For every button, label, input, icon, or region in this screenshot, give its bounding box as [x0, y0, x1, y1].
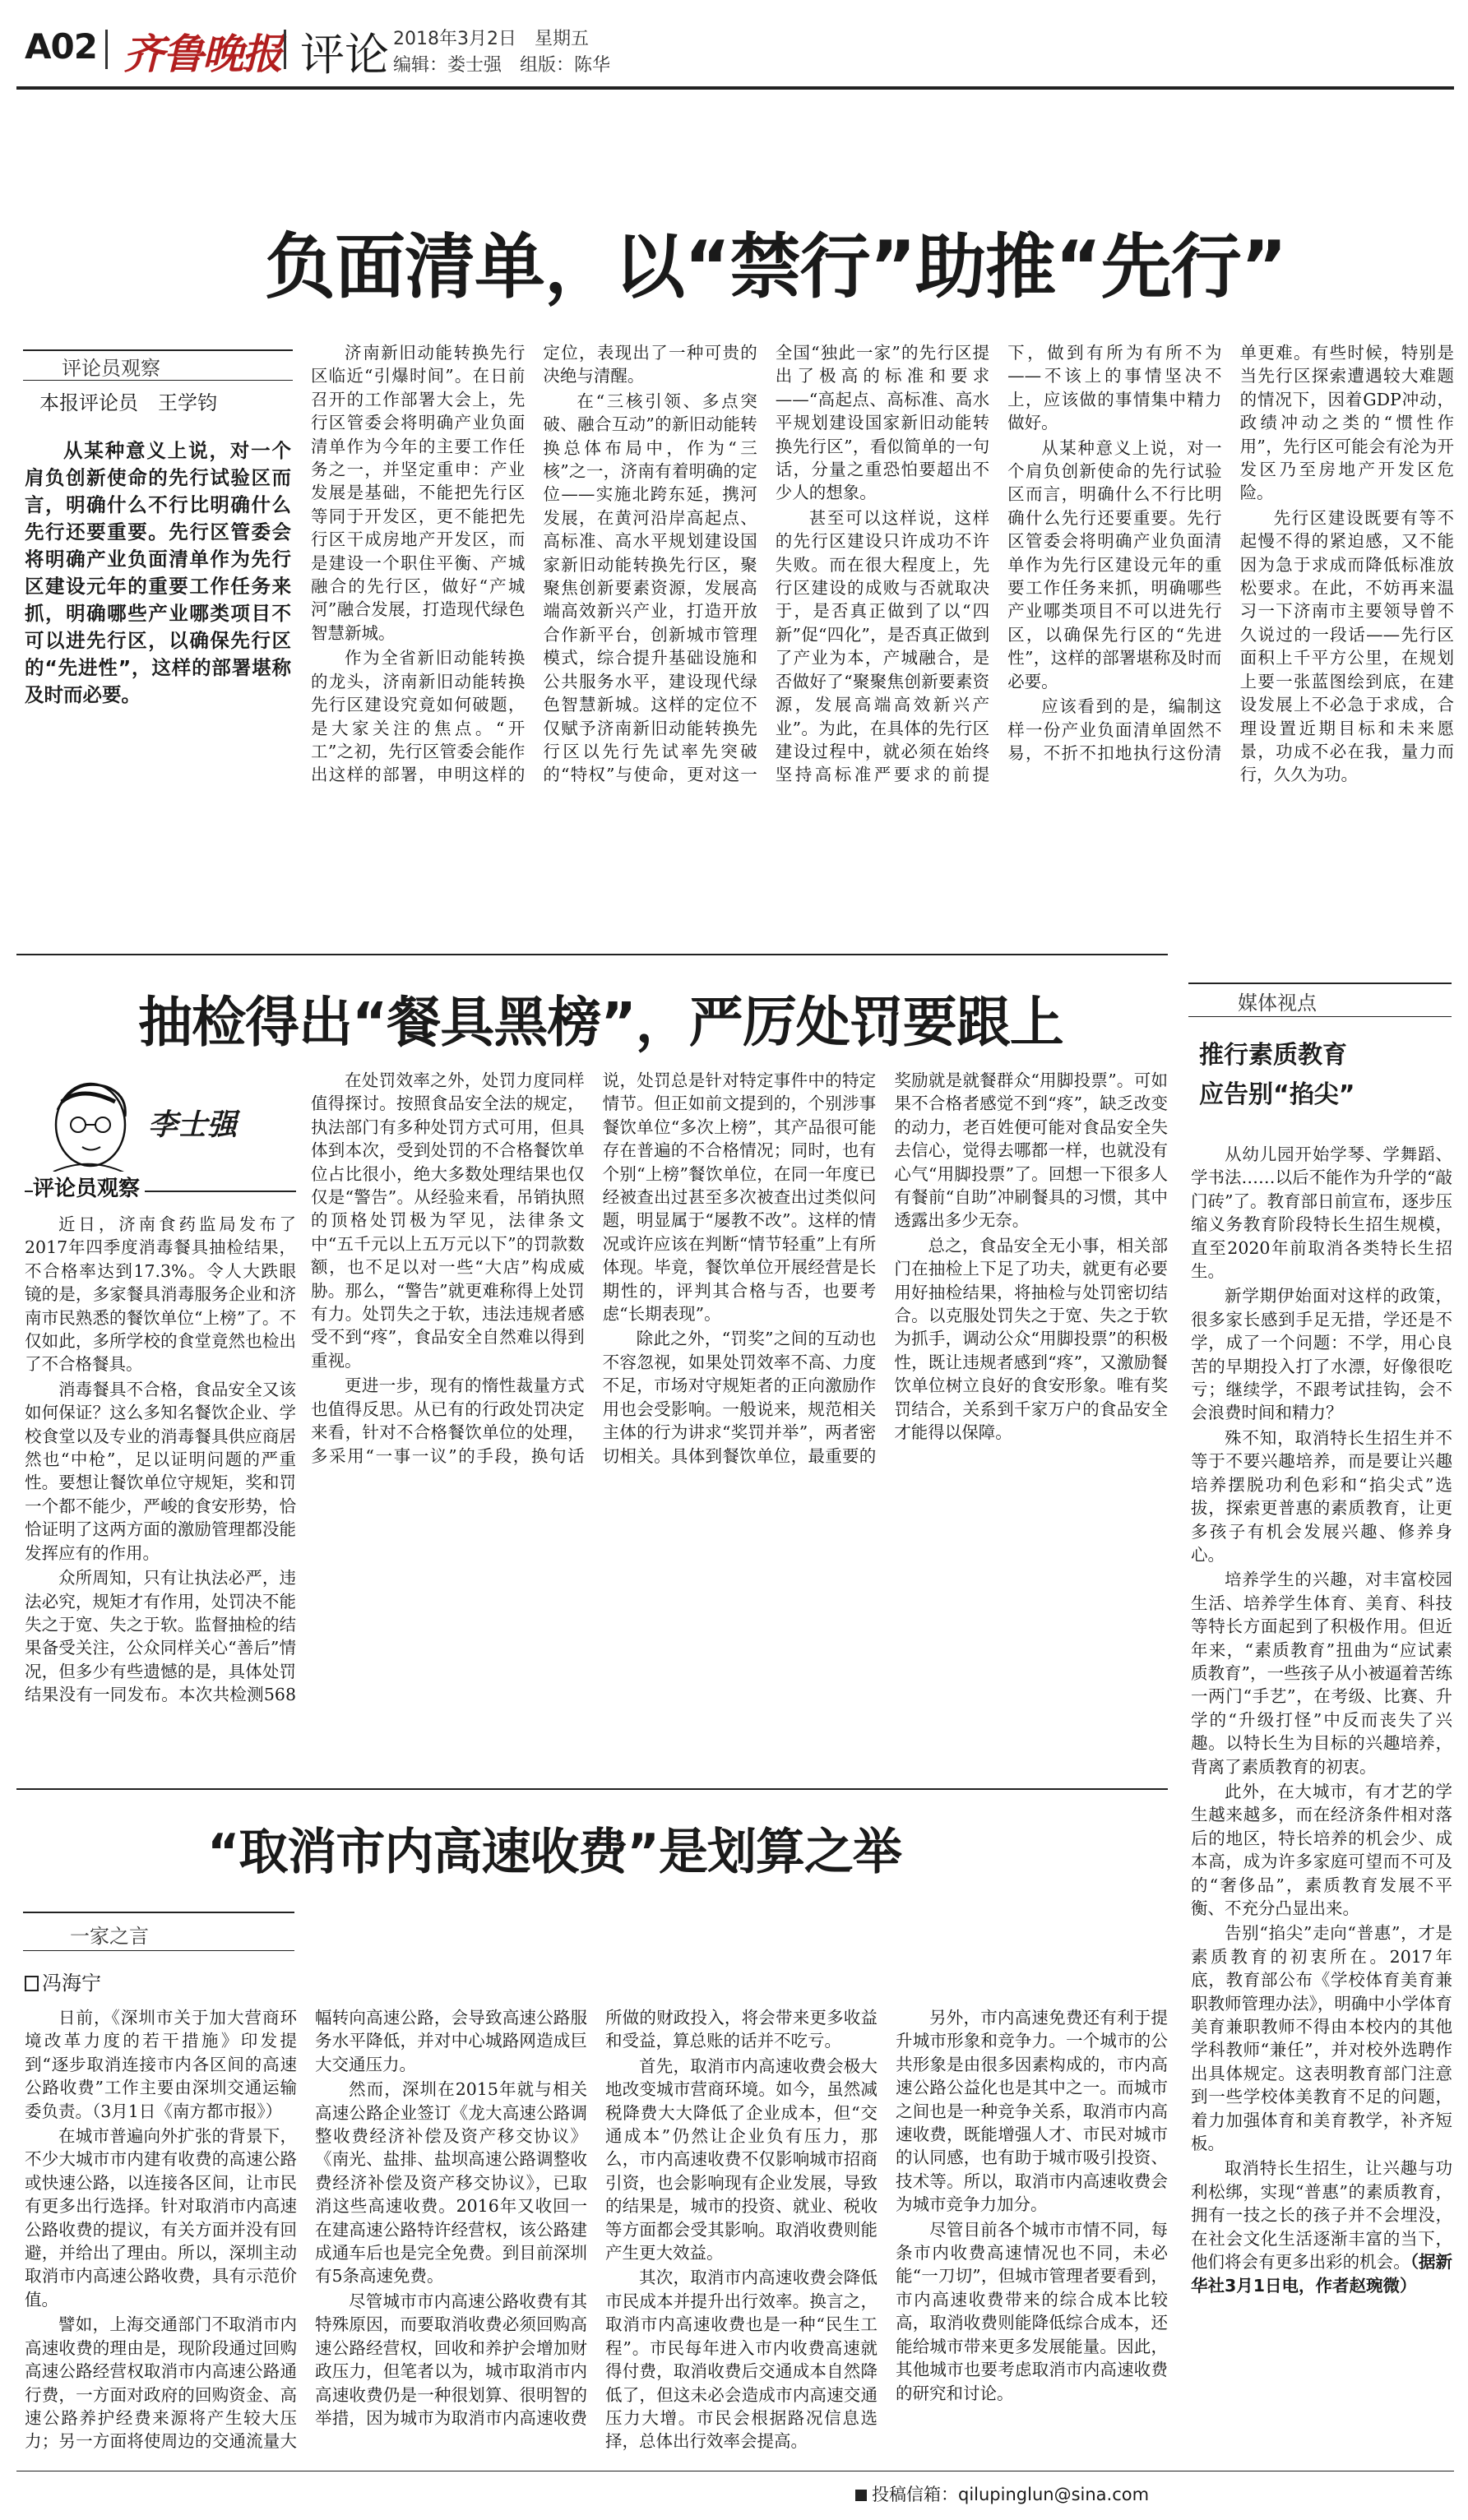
column-tag-rule [23, 1912, 294, 1913]
bullet-square-icon [855, 2490, 867, 2501]
sidebar-tag-rule [1188, 983, 1452, 984]
sidebar-paragraph: 培养学生的兴趣，对丰富校园生活、培养学生体育、美育、科技等特长方面起到了积极作用。但近年来，“素质教育”扭曲为“应试素质教育”，一些孩子从小被逼着苦练一两门“手艺”，在考级、比赛、升学的“升级打怪”中反而丧失了兴趣。以特长生为目标的兴趣培养，背离了素质教育的初衷。 [1191, 1570, 1452, 1777]
article2-body [311, 1069, 1168, 1710]
article2-paragraph: 众所周知，只有让执法必严，违法必究，规矩才有作用，处罚决不能失之于宽、失之于软。监督抽检的结果备受关注，公众同样关心“善后”情况，但多少有些遗憾的是，具体处罚结果没有一同发布。本次共检测568 [25, 1568, 296, 1705]
article3-paragraph: 尽管城市市内高速公路收费有其特殊原因，而要取消收费必须回购高速公路经营权，回收和养护会增加财政压力，但笔者以为，城市取消市内高速收费仍是一种很划算、很明智的举措，因为城市为取消市内高速收费所做的财政投入，将会带来更多收益和受益，算总账的话并不吃亏。 [315, 2008, 878, 2428]
sidebar-source: （据新华社3月1日电，作者赵琬微） [1191, 2252, 1452, 2296]
article2-paragraph: 消毒餐具不合格，食品安全又该如何保证？这么多知名餐饮企业、学校食堂以及专业的消毒餐具供应商居然也“中枪”，足以证明问题的严重性。要想让餐饮单位守规矩，奖和罚一个都不能少，严峻的食安形势，恰恰证明了这两方面的激励管理都没能发挥应有的作用。 [25, 1379, 296, 1563]
article1-paragraph: 甚至可以这样说，这样的先行区建设只许成功不许失败。而在很大程度上，先行区建设的成败与否就取决于，是否真正做到了以“四新”促“四化”，是否真正做到了产业为本，产城融合，是否做好了“聚聚焦创新要素资源，发展高端高效新兴产业”。为此，在具体的先行区建设过程中，就必须在始终坚持高标准严要求的前提下，做到有所为有所不为——不该上的事情坚决不上，应该做的事情集中精力做好。 [775, 343, 1222, 785]
column-tag-rule [23, 349, 293, 351]
article2-paragraph: 除此之外，“罚奖”之间的互动也不容忽视，如果处罚效率不高、力度不足，市场对守规矩者的正向激励作用也会受影响。一般说来，规范相关主体的行为讲求“奖罚并举”，两者密切相关。具体到餐饮单位，最重要的奖励就是就餐群众“用脚投票”。可如果不合格者感觉不到“疼”，缺乏改变的动力，老百姓便可能对食品安全失去信心，觉得去哪都一样，也就没有心气“用脚投票”了。回想一下很多人有餐前“自助”冲刷餐具的习惯，其中透露出多少无奈。 [602, 1070, 1168, 1466]
article3-paragraph: 日前，《深圳市关于加大营商环境改革力度的若干措施》印发提到“逐步取消连接市内各区间的高速公路收费”工作主要由深圳交通运输委负责。（3月1日《南方都市报》） [25, 2008, 297, 2121]
article3-paragraph: 在城市普遍向外扩张的背景下，不少大城市市内建有收费的高速公路或快速公路，以连接各区间，让市民有更多出行选择。针对取消市内高速公路收费的提议，有关方面并没有回避，并给出了理由。所以，深圳主动取消市内高速公路收费，具有示范价值。 [25, 2126, 297, 2310]
newspaper-masthead: 齐鲁晚报 [123, 30, 281, 78]
columnist-signature: 李士强 [148, 1107, 238, 1142]
article3-paragraph: 然而，深圳在2015年就与相关高速公路企业签订《龙大高速公路调整收费经济补偿及资产移交协议》《南光、盐排、盐坝高速公路调整收费经济补偿及资产移交协议》，已取消这些高速收费。2016年又收回一在建高速公路特许经营权，该公路建成通车后也是完全免费。到目前深圳有5条高速免费。 [315, 2079, 587, 2286]
article2-headline: 抽检得出“餐具黑榜”，严厉处罚要跟上 [138, 991, 1063, 1054]
sidebar-column-tag: 媒体视点 [1238, 992, 1317, 1015]
issue-date: 2018年3月2日 星期五 [393, 29, 589, 49]
article1-body [311, 341, 1454, 946]
article2-paragraph: 近日，济南食药监局发布了2017年四季度消毒餐具抽检结果，不合格率达到17.3%。令人大跌眼镜的是，多家餐具消毒服务企业和济南市民熟悉的餐饮单位“上榜”了。不仅如此，多所学校的食堂竟然也检出了不合格餐具。 [25, 1214, 296, 1375]
article3-headline: “取消市内高速收费”是划算之举 [207, 1824, 901, 1881]
article1-paragraph: 应该看到的是，编制这样一份产业负面清单固然不易，不折不扣地执行这份清单更难。有些时候，特别是当先行区探索遭遇较大难题的情况下，因着GDP冲动，政绩冲动之类的“惯性作用”，先行区可能会有沦为开发区乃至房地产开发区危险。 [1007, 343, 1454, 763]
sidebar-headline-line2: 应告别“掐尖” [1199, 1080, 1355, 1109]
article3-body [25, 2006, 1168, 2479]
header-rule [16, 86, 1454, 90]
article1-paragraph: 先行区建设既要有等不起慢不得的紧迫感，又不能因为急于求成而降低标准放松要求。在此，不妨再来温习一下济南市主要领导曾不久说过的一段话——先行区面积上千平方公里，在规划上要一张蓝图绘到底，在建设发展上不必急于求成，合理设置近期目标和未来愿景，功成不必在我，量力而行，久久为功。 [1239, 507, 1454, 785]
article1-column-tag: 评论员观察 [62, 357, 160, 380]
header-divider [284, 30, 286, 69]
article1-lead [25, 437, 291, 709]
article3-paragraph: 首先，取消市内高速收费会极大地改变城市营商环境。如今，虽然减税降费大大降低了企业成本，但“交通成本”仍然让企业负有压力，那么，市内高速收费不仅影响城市招商引资，也会影响现有企业发展，导致的结果是，城市的投资、就业、税收等方面都会受其影响。取消收费则能产生更大效益。 [605, 2055, 878, 2263]
article3-author: 冯海宁 [42, 1972, 101, 1995]
article3-byline [25, 1967, 101, 1995]
section-title: 评论 [300, 29, 389, 81]
article2-paragraph: 更进一步，现有的惰性裁量方式也值得反思。从已有的行政处罚决定来看，针对不合格餐饮单位的处理，多采用“一事一议”的手段，换句话说，处罚总是针对特定事件中的特定情节。但正如前文提到的，个别涉事餐饮单位“多次上榜”，其产品很可能存在普遍的不合格情况；同时，也有个别“上榜”餐饮单位，在同一年度已经被查出过甚至多次被查出过类似问题，明显属于“屡教不改”。这样的情况或许应该在判断“情节轻重”上有所体现。毕竟，餐饮单位开展经营是长期性的，评判其合格与否，也要考虑“长期表现”。 [311, 1070, 877, 1466]
sidebar-paragraph [1191, 2157, 1452, 2296]
submission-email-text: 投稿信箱：qilupinglun@sina.com [872, 2485, 1150, 2504]
header-divider [105, 30, 108, 69]
article2-paragraph: 在处罚效率之外，处罚力度同样值得探讨。按照食品安全法的规定，执法部门有多种处罚方式可用，但具体到本次，受到处罚的不合格餐饮单位占比很小，绝大多数处理结果也仅仅是“警告”。从经验来看，吊销执照的顶格处罚极为罕见，法律条文中“五千元以上五万元以下”的罚款数额，也不足以对一些“大店”构成威胁。那么，“警告”就更难称得上处罚有力。处罚失之于软，违法违规者感受不到“疼”，食品安全自然难以得到重视。 [311, 1070, 585, 1371]
article2-column-tag: 评论员观察 [33, 1172, 145, 1202]
sidebar-paragraph: 新学期伊始面对这样的政策，很多家长感到手足无措，学还是不学，成了一个问题：不学，用心良苦的早期投入打了水漂，好像很吃亏；继续学，不跟考试挂钩，会不会浪费时间和精力？ [1191, 1286, 1452, 1423]
article3-paragraph: 其次，取消市内高速收费会降低市民成本并提升出行效率。换言之，取消市内高速收费也是一种“民生工程”。市民每年进入市内收费高速就得付费，取消收费后交通成本自然降低了，但这未必会造成市内高速交通压力大增。市民会根据路况信息选择，总体出行效率会提高。 [605, 2268, 878, 2452]
article3-paragraph: 另外，市内高速免费还有利于提升城市形象和竞争力。一个城市的公共形象是由很多因素构成的，市内高速公路公益化也是其中之一。而城市之间也是一种竞争关系，取消市内高速收费，既能增强人才、市民对城市的认同感，也有助于城市吸引投资、技术等。所以，取消市内高速收费会为城市竞争力加分。 [896, 2008, 1168, 2215]
sidebar-paragraph: 告别“掐尖”走向“普惠”，才是素质教育的初衷所在。2017年底，教育部公布《学校体育美育兼职教师管理办法》，明确中小学体育美育兼职教师不得由本校内的其他学科教师“兼任”，并对校外选聘作出具体规定。这表明教育部门注意到一些学校体美教育不足的问题，着力加强体育和美育教学，补齐短板。 [1191, 1923, 1452, 2154]
sidebar-paragraph-text: 取消特长生招生，让兴趣与功利松绑，实现“普惠”的素质教育，拥有一技之长的孩子并不会埋没，在社会文化生活逐渐丰富的当下，他们将会有更多出彩的机会。 [1191, 2158, 1452, 2273]
editor-credits: 编辑：娄士强 组版：陈华 [393, 55, 611, 76]
column-tag-rule [23, 380, 293, 381]
article1-byline: 本报评论员 王学钧 [39, 391, 217, 414]
article1-paragraph: 作为全省新旧动能转换的龙头，济南新旧动能转换先行区建设究竟如何破题，是大家关注的焦点。“开工”之初，先行区管委会能作出这样的部署，申明这样的定位，表现出了一种可贵的决绝与清醒。 [311, 343, 757, 785]
sidebar-paragraph: 此外，在大城市，有才艺的学生越来越多，而在经济条件相对落后的地区，特长培养的机会少、成本高，成为许多家庭可望而不可及的“奢侈品”，素质教育发展不平衡、不充分凸显出来。 [1191, 1781, 1452, 1918]
article1-headline: 负面清单，以“禁行”助推“先行” [265, 226, 1287, 308]
sidebar-headline-line1: 推行素质教育 [1199, 1041, 1347, 1070]
sidebar-body [1191, 1143, 1452, 2479]
article1-paragraph: 从某种意义上说，对一个肩负创新使命的先行试验区而言，明确什么不行比明确什么先行还要重要。先行区管委会将明确产业负面清单作为先行区建设元年的重要工作任务来抓，明确哪些产业哪类项目不可以进先行区，以确保先行区的“先进性”，这样的部署堪称及时而必要。 [1007, 437, 1222, 691]
sidebar-paragraph: 从幼儿园开始学琴、学舞蹈、学书法……以后不能作为升学的“敲门砖”了。教育部日前宣布，逐步压缩义务教育阶段特长生招生规模，直至2020年前取消各类特长生招生。 [1191, 1144, 1452, 1282]
submission-email [855, 2481, 1149, 2506]
page-number: A02 [25, 26, 97, 67]
section-divider [16, 954, 1168, 955]
article1-paragraph: 济南新旧动能转换先行区临近“引爆时间”。在日前召开的工作部署大会上，先行区管委会将明确产业负面清单作为今年的主要工作任务之一，并坚定重申：产业发展是基础，不能把先行区等同于开发区，更不能把先行区干成房地产开发区，而是建设一个职住平衡、产城融合的先行区，做好“产城河”融合发展，打造现代绿色智慧新城。 [311, 343, 526, 643]
sidebar-tag-rule [1188, 1016, 1452, 1017]
sidebar-paragraph: 殊不知，取消特长生招生并不等于不要兴趣培养，而是要让兴趣培养摆脱功利色彩和“掐尖式”选拔，探索更普惠的素质教育，让更多孩子有机会发展兴趣、修养身心。 [1191, 1427, 1452, 1565]
byline-box-icon [25, 1976, 39, 1991]
article1-lead-text: 从某种意义上说，对一个肩负创新使命的先行试验区而言，明确什么不行比明确什么先行还要重要。先行区管委会将明确产业负面清单作为先行区建设元年的重要工作任务来抓，明确哪些产业哪类项目不可以进先行区，以确保先行区的“先进性”，这样的部署堪称及时而必要。 [25, 439, 291, 706]
section-divider [16, 1788, 1168, 1790]
article3-column-tag: 一家之言 [70, 1925, 149, 1948]
article2-paragraph: 总之，食品安全无小事，相关部门在抽检上下足了功夫，就更有必要用好抽检结果，将抽检与处罚密切结合。以克服处罚失之于宽、失之于软为抓手，调动公众“用脚投票”的积极性，既让违规者感到“疼”，又激励餐饮单位树立良好的食安形象。唯有奖罚结合，关系到千家万户的食品安全才能得以保障。 [894, 1235, 1168, 1443]
article1-paragraph: 在“三核引领、多点突破、融合互动”的新旧动能转换总体布局中，作为“三核”之一，济南有着明确的定位——实施北跨东延，携河发展，在黄河沿岸高起点、高标准、高水平规划建设国家新旧动能转换先行区，聚聚焦创新要素资源，发展高端高效新兴产业，打造开放合作新平台，创新城市管理模式，综合提升基础设施和公共服务水平，建设现代绿色智慧新城。这样的定位不仅赋予济南新旧动能转换先行区以先行先试率先突破的“特权”与使命，更对这一全国“独此一家”的先行区提出了极高的标准和要求——“高起点、高标准、高水平规划建设国家新旧动能转换先行区”，看似简单的一句话，分量之重恐怕要超出不少人的想象。 [543, 343, 990, 785]
article3-paragraph: 尽管目前各个城市市情不同，每条市内收费高速情况也不同，未必能“一刀切”，但城市管理者要看到，市内高速收费带来的综合成本比较高，取消收费则能降低综合成本，还能给城市带来更多发展能量。因此，其他城市也要考虑取消市内高速收费的研究和讨论。 [896, 2219, 1168, 2403]
article3-paragraph: 譬如，上海交通部门不取消市内高速收费的理由是，现阶段通过回购高速公路经营权取消市内高速公路通行费，一方面对政府的回购资金、高速公路养护经费来源将产生较大压力；另一方面将使周边的交通流量大幅转向高速公路，会导致高速公路服务水平降低，并对中心城路网造成巨大交通压力。 [25, 2008, 587, 2452]
article2-col1 [25, 1213, 296, 1706]
column-tag-rule [23, 1950, 294, 1951]
